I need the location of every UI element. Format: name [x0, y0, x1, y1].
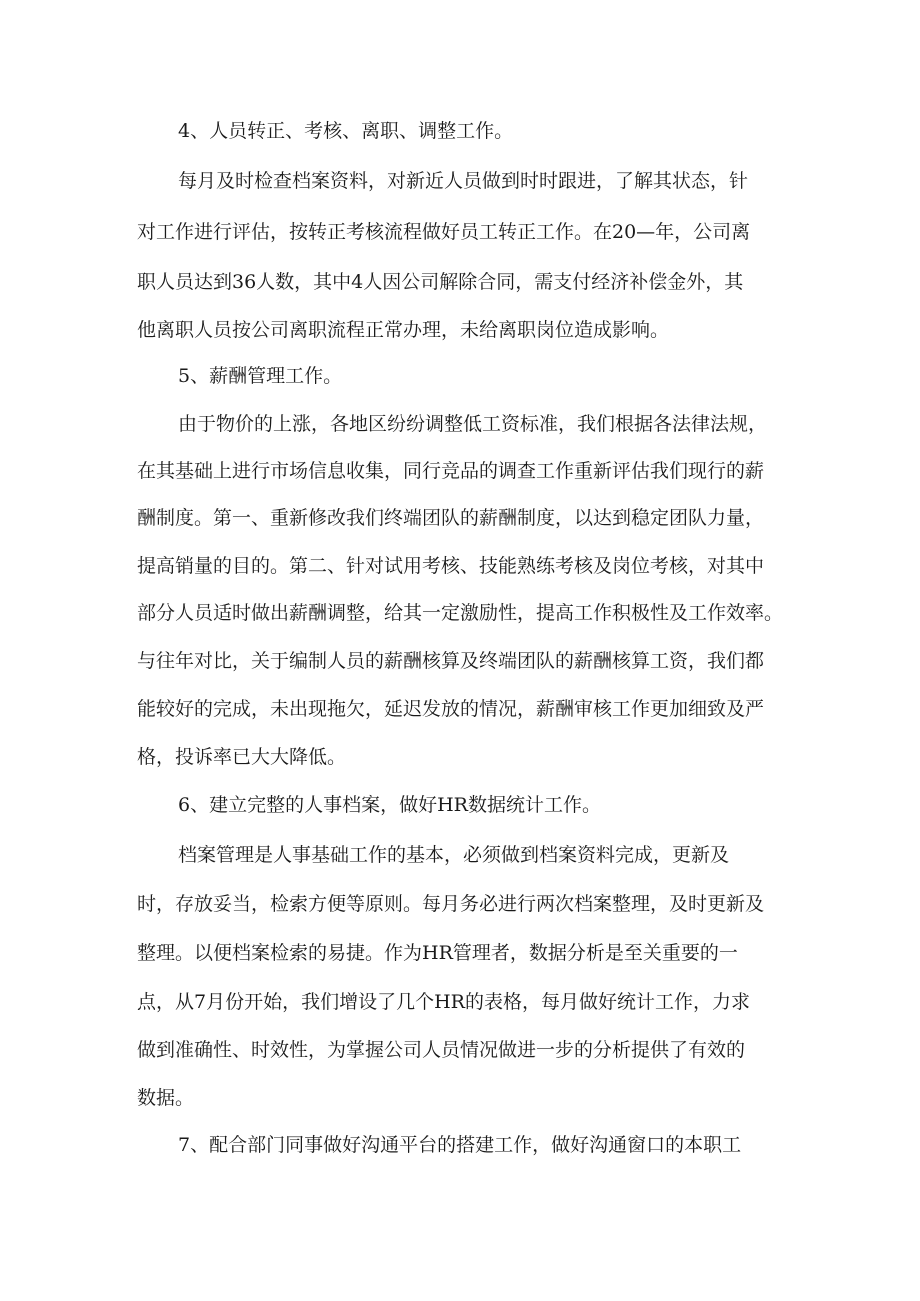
paragraph-line [0, 689, 920, 729]
text-line: 在其基础上进行市场信息收集，同行竞品的调查工作重新评估我们现行的薪 [137, 460, 765, 482]
heading-6 [0, 785, 920, 825]
heading-7 [0, 1125, 920, 1165]
paragraph-line [0, 310, 920, 350]
paragraph-line [0, 1078, 920, 1118]
text-line: 整理。以便档案检索的易捷。作为HR管理者，数据分析是至关重要的一 [137, 942, 738, 964]
text-line: 7、配合部门同事做好沟通平台的搭建工作，做好沟通窗口的本职工 [178, 1134, 742, 1156]
text-line: 职人员达到36人数，其中4人因公司解除合同，需支付经济补偿金外，其 [137, 271, 744, 293]
paragraph-line [0, 933, 920, 973]
text-line: 与往年对比，关于编制人员的薪酬核算及终端团队的薪酬核算工资，我们都 [137, 650, 765, 672]
paragraph-line [0, 262, 920, 302]
text-line: 提高销量的目的。第二、针对试用考核、技能熟练考核及岗位考核，对其中 [137, 555, 765, 577]
paragraph-line [0, 451, 920, 491]
paragraph-line [0, 641, 920, 681]
paragraph-line [0, 404, 920, 444]
text-line: 能较好的完成，未出现拖欠，延迟发放的情况，薪酬审核工作更加细致及严 [137, 698, 765, 720]
text-line: 4、人员转正、考核、离职、调整工作。 [178, 120, 514, 142]
text-line: 6、建立完整的人事档案，做好HR数据统计工作。 [178, 794, 601, 816]
text-line: 数据。 [137, 1087, 195, 1109]
paragraph-line [0, 212, 920, 252]
text-line: 时，存放妥当，检索方便等原则。每月务必进行两次档案整理，及时更新及 [137, 893, 765, 915]
text-line: 点，从7月份开始，我们增设了几个HR的表格，每月做好统计工作，力求 [137, 991, 750, 1013]
paragraph-line [0, 982, 920, 1022]
paragraph-line [0, 546, 920, 586]
text-line: 对工作进行评估，按转正考核流程做好员工转正工作。在20—年，公司离 [137, 221, 751, 243]
paragraph-line [0, 161, 920, 201]
heading-4 [0, 111, 920, 151]
text-line: 由于物价的上涨，各地区纷纷调整低工资标准，我们根据各法律法规， [178, 413, 768, 435]
text-line: 格，投诉率已大大降低。 [137, 746, 347, 768]
text-line: 做到准确性、时效性，为掌握公司人员情况做进一步的分析提供了有效的 [137, 1039, 746, 1061]
paragraph-line [0, 593, 920, 633]
paragraph-line [0, 498, 920, 538]
text-line: 酬制度。第一、重新修改我们终端团队的薪酬制度，以达到稳定团队力量， [137, 507, 765, 529]
paragraph-line [0, 1030, 920, 1070]
paragraph-line [0, 737, 920, 777]
text-line: 档案管理是人事基础工作的基本，必须做到档案资料完成，更新及 [178, 844, 730, 866]
paragraph-line [0, 835, 920, 875]
heading-5 [0, 356, 920, 396]
text-line: 每月及时检查档案资料，对新近人员做到时时跟进，了解其状态，针 [178, 170, 749, 192]
text-line: 部分人员适时做出薪酬调整，给其一定激励性，提高工作积极性及工作效率。 [137, 602, 784, 624]
paragraph-line [0, 884, 920, 924]
text-line: 他离职人员按公司离职流程正常办理，未给离职岗位造成影响。 [137, 319, 670, 341]
text-line: 5、薪酬管理工作。 [178, 365, 343, 387]
